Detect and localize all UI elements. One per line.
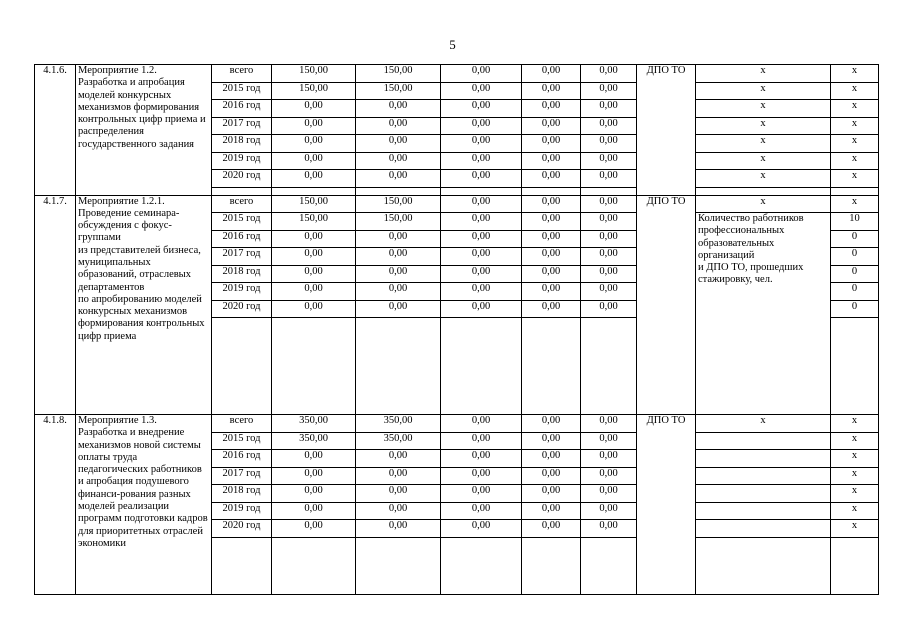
amount-cell-empty bbox=[272, 187, 356, 195]
indicator-text-content: Количество работников профессиональных образовательных организаций и ДПО ТО, прошедших стажировку, чел. bbox=[698, 213, 804, 286]
amount-cell: 0,00 bbox=[356, 520, 441, 538]
target-value-cell: х bbox=[831, 195, 879, 213]
executor-cell: ДПО ТО bbox=[637, 65, 696, 196]
amount-cell: 0,00 bbox=[356, 135, 441, 153]
amount-cell: 0,00 bbox=[581, 213, 637, 231]
amount-cell: 0,00 bbox=[581, 432, 637, 450]
amount-cell: 0,00 bbox=[441, 432, 522, 450]
executor-cell: ДПО ТО bbox=[637, 415, 696, 595]
target-value-cell: 10 bbox=[831, 213, 879, 231]
year-cell-empty bbox=[212, 187, 272, 195]
amount-cell-empty bbox=[356, 537, 441, 594]
indicator-cell bbox=[696, 467, 831, 485]
amount-cell: 0,00 bbox=[356, 152, 441, 170]
amount-cell: 0,00 bbox=[272, 467, 356, 485]
amount-cell: 0,00 bbox=[522, 213, 581, 231]
amount-cell: 0,00 bbox=[581, 152, 637, 170]
amount-cell-empty bbox=[272, 318, 356, 415]
indicator-cell: х bbox=[696, 82, 831, 100]
amount-cell: 0,00 bbox=[581, 502, 637, 520]
amount-cell-empty bbox=[441, 537, 522, 594]
year-cell: 2016 год bbox=[212, 230, 272, 248]
amount-cell: 0,00 bbox=[356, 265, 441, 283]
item-name bbox=[76, 195, 212, 415]
amount-cell: 0,00 bbox=[441, 248, 522, 266]
indicator-cell: х bbox=[696, 65, 831, 83]
indicator-text bbox=[696, 213, 831, 415]
amount-cell: 0,00 bbox=[441, 520, 522, 538]
amount-cell: 0,00 bbox=[522, 502, 581, 520]
amount-cell: 0,00 bbox=[522, 230, 581, 248]
amount-cell: 0,00 bbox=[272, 520, 356, 538]
amount-cell: 150,00 bbox=[272, 195, 356, 213]
amount-cell: 0,00 bbox=[356, 300, 441, 318]
amount-cell: 150,00 bbox=[272, 213, 356, 231]
year-cell: 2015 год bbox=[212, 432, 272, 450]
amount-cell: 0,00 bbox=[441, 467, 522, 485]
target-value-cell: 0 bbox=[831, 300, 879, 318]
target-value-cell: 0 bbox=[831, 248, 879, 266]
amount-cell: 150,00 bbox=[272, 65, 356, 83]
amount-cell: 0,00 bbox=[581, 195, 637, 213]
amount-cell-empty bbox=[581, 537, 637, 594]
target-value-cell: х bbox=[831, 485, 879, 503]
amount-cell: 0,00 bbox=[522, 520, 581, 538]
table-row bbox=[35, 195, 879, 213]
amount-cell: 0,00 bbox=[581, 300, 637, 318]
target-value-cell: 0 bbox=[831, 265, 879, 283]
program-table bbox=[34, 64, 879, 595]
indicator-cell: х bbox=[696, 195, 831, 213]
table-body bbox=[35, 65, 879, 595]
amount-cell: 0,00 bbox=[272, 248, 356, 266]
amount-cell: 0,00 bbox=[441, 82, 522, 100]
target-value-cell-empty bbox=[831, 537, 879, 594]
target-value-cell: х bbox=[831, 117, 879, 135]
year-cell: 2018 год bbox=[212, 265, 272, 283]
amount-cell: 0,00 bbox=[272, 230, 356, 248]
target-value-cell: х bbox=[831, 82, 879, 100]
item-name bbox=[76, 415, 212, 595]
amount-cell: 0,00 bbox=[522, 248, 581, 266]
amount-cell: 0,00 bbox=[272, 100, 356, 118]
amount-cell: 0,00 bbox=[581, 485, 637, 503]
amount-cell: 0,00 bbox=[581, 82, 637, 100]
amount-cell: 150,00 bbox=[356, 65, 441, 83]
indicator-cell bbox=[696, 450, 831, 468]
amount-cell: 0,00 bbox=[581, 450, 637, 468]
amount-cell: 0,00 bbox=[356, 248, 441, 266]
amount-cell: 0,00 bbox=[356, 100, 441, 118]
amount-cell: 0,00 bbox=[522, 467, 581, 485]
amount-cell: 0,00 bbox=[522, 170, 581, 188]
target-value-cell: 0 bbox=[831, 230, 879, 248]
table-row bbox=[35, 415, 879, 433]
amount-cell: 0,00 bbox=[441, 485, 522, 503]
indicator-cell bbox=[696, 502, 831, 520]
amount-cell: 0,00 bbox=[441, 117, 522, 135]
amount-cell: 0,00 bbox=[441, 170, 522, 188]
year-cell: 2019 год bbox=[212, 283, 272, 301]
amount-cell: 0,00 bbox=[356, 450, 441, 468]
target-value-cell: х bbox=[831, 450, 879, 468]
amount-cell: 0,00 bbox=[522, 100, 581, 118]
amount-cell: 0,00 bbox=[522, 152, 581, 170]
target-value-cell-empty bbox=[831, 187, 879, 195]
amount-cell: 0,00 bbox=[272, 300, 356, 318]
year-cell: 2017 год bbox=[212, 467, 272, 485]
amount-cell: 0,00 bbox=[356, 170, 441, 188]
year-cell: всего bbox=[212, 415, 272, 433]
amount-cell: 150,00 bbox=[356, 82, 441, 100]
amount-cell: 350,00 bbox=[272, 415, 356, 433]
indicator-cell: х bbox=[696, 117, 831, 135]
year-cell: 2016 год bbox=[212, 100, 272, 118]
amount-cell: 0,00 bbox=[441, 135, 522, 153]
amount-cell: 0,00 bbox=[272, 283, 356, 301]
target-value-cell: 0 bbox=[831, 283, 879, 301]
amount-cell: 0,00 bbox=[272, 117, 356, 135]
target-value-cell: х bbox=[831, 152, 879, 170]
indicator-cell-empty bbox=[696, 187, 831, 195]
amount-cell: 0,00 bbox=[581, 283, 637, 301]
table-row bbox=[35, 65, 879, 83]
indicator-cell: х bbox=[696, 415, 831, 433]
item-number: 4.1.8. bbox=[35, 415, 76, 595]
amount-cell: 350,00 bbox=[356, 415, 441, 433]
amount-cell: 0,00 bbox=[522, 450, 581, 468]
year-cell: 2018 год bbox=[212, 135, 272, 153]
amount-cell: 0,00 bbox=[522, 265, 581, 283]
amount-cell: 0,00 bbox=[581, 230, 637, 248]
amount-cell: 0,00 bbox=[356, 117, 441, 135]
year-cell: 2020 год bbox=[212, 520, 272, 538]
target-value-cell: х bbox=[831, 65, 879, 83]
amount-cell: 0,00 bbox=[272, 502, 356, 520]
year-cell: 2016 год bbox=[212, 450, 272, 468]
indicator-cell bbox=[696, 432, 831, 450]
amount-cell: 0,00 bbox=[356, 283, 441, 301]
amount-cell: 0,00 bbox=[441, 300, 522, 318]
indicator-cell: х bbox=[696, 170, 831, 188]
amount-cell: 0,00 bbox=[581, 248, 637, 266]
amount-cell: 0,00 bbox=[356, 467, 441, 485]
amount-cell-empty bbox=[356, 318, 441, 415]
year-cell-empty bbox=[212, 537, 272, 594]
amount-cell: 0,00 bbox=[522, 432, 581, 450]
amount-cell-empty bbox=[522, 318, 581, 415]
amount-cell-empty bbox=[522, 537, 581, 594]
amount-cell-empty bbox=[441, 318, 522, 415]
amount-cell-empty bbox=[441, 187, 522, 195]
amount-cell-empty bbox=[356, 187, 441, 195]
amount-cell: 0,00 bbox=[272, 135, 356, 153]
amount-cell: 0,00 bbox=[581, 135, 637, 153]
target-value-cell: х bbox=[831, 467, 879, 485]
amount-cell: 0,00 bbox=[441, 100, 522, 118]
target-value-cell: х bbox=[831, 135, 879, 153]
year-cell: 2015 год bbox=[212, 213, 272, 231]
amount-cell: 0,00 bbox=[581, 265, 637, 283]
amount-cell-empty bbox=[272, 537, 356, 594]
amount-cell: 0,00 bbox=[522, 82, 581, 100]
item-name-text: Мероприятие 1.2. Разработка и апробация моделей конкурсных механизмов формирования контрольных цифр приема и распределения государственного задания bbox=[78, 65, 206, 150]
item-name-text: Мероприятие 1.2.1. Проведение семинара-обсуждения с фокус-группами из представителей бизнеса, муниципальных образований, отраслевых департаментов по апробированию моделей конкурсных механизмов формирования контрольных цифр приема bbox=[78, 195, 205, 342]
amount-cell: 0,00 bbox=[272, 450, 356, 468]
target-value-cell: х bbox=[831, 502, 879, 520]
amount-cell: 0,00 bbox=[441, 230, 522, 248]
amount-cell: 0,00 bbox=[272, 485, 356, 503]
year-cell: 2015 год bbox=[212, 82, 272, 100]
amount-cell: 0,00 bbox=[522, 485, 581, 503]
indicator-cell: х bbox=[696, 152, 831, 170]
target-value-cell: х bbox=[831, 170, 879, 188]
item-number: 4.1.7. bbox=[35, 195, 76, 415]
target-value-cell: х bbox=[831, 100, 879, 118]
target-value-cell: х bbox=[831, 432, 879, 450]
target-value-cell: х bbox=[831, 415, 879, 433]
indicator-cell: х bbox=[696, 135, 831, 153]
year-cell: 2019 год bbox=[212, 152, 272, 170]
amount-cell: 0,00 bbox=[272, 170, 356, 188]
amount-cell-empty bbox=[522, 187, 581, 195]
amount-cell: 0,00 bbox=[581, 415, 637, 433]
indicator-cell: х bbox=[696, 100, 831, 118]
year-cell: 2020 год bbox=[212, 300, 272, 318]
year-cell: всего bbox=[212, 195, 272, 213]
amount-cell: 0,00 bbox=[356, 502, 441, 520]
target-value-cell-empty bbox=[831, 318, 879, 415]
amount-cell: 0,00 bbox=[272, 152, 356, 170]
amount-cell: 0,00 bbox=[581, 170, 637, 188]
amount-cell: 0,00 bbox=[441, 283, 522, 301]
amount-cell: 0,00 bbox=[522, 65, 581, 83]
amount-cell: 0,00 bbox=[581, 100, 637, 118]
amount-cell: 0,00 bbox=[356, 230, 441, 248]
amount-cell: 0,00 bbox=[441, 450, 522, 468]
indicator-cell-empty bbox=[696, 537, 831, 594]
amount-cell: 0,00 bbox=[522, 415, 581, 433]
amount-cell: 0,00 bbox=[441, 195, 522, 213]
amount-cell-empty bbox=[581, 187, 637, 195]
amount-cell: 0,00 bbox=[581, 520, 637, 538]
amount-cell: 0,00 bbox=[522, 135, 581, 153]
amount-cell: 0,00 bbox=[272, 265, 356, 283]
item-name-text: Мероприятие 1.3. Разработка и внедрение механизмов новой системы оплаты труда педагогических работников и апробация подушевого финанси-рования разных моделей реализации программ подготовки кадров для приоритетных отраслей экономики bbox=[78, 415, 208, 549]
amount-cell: 0,00 bbox=[581, 467, 637, 485]
amount-cell: 0,00 bbox=[522, 117, 581, 135]
item-number: 4.1.6. bbox=[35, 65, 76, 196]
target-value-cell: х bbox=[831, 520, 879, 538]
amount-cell: 0,00 bbox=[441, 213, 522, 231]
item-name bbox=[76, 65, 212, 196]
amount-cell: 150,00 bbox=[272, 82, 356, 100]
amount-cell: 150,00 bbox=[356, 195, 441, 213]
amount-cell: 0,00 bbox=[441, 152, 522, 170]
indicator-cell bbox=[696, 485, 831, 503]
amount-cell: 0,00 bbox=[441, 265, 522, 283]
amount-cell: 350,00 bbox=[272, 432, 356, 450]
year-cell: 2019 год bbox=[212, 502, 272, 520]
amount-cell: 150,00 bbox=[356, 213, 441, 231]
year-cell: 2017 год bbox=[212, 117, 272, 135]
year-cell: 2018 год bbox=[212, 485, 272, 503]
amount-cell: 0,00 bbox=[441, 502, 522, 520]
year-cell: всего bbox=[212, 65, 272, 83]
amount-cell-empty bbox=[581, 318, 637, 415]
year-cell: 2020 год bbox=[212, 170, 272, 188]
amount-cell: 0,00 bbox=[522, 283, 581, 301]
amount-cell: 0,00 bbox=[441, 415, 522, 433]
amount-cell: 0,00 bbox=[522, 195, 581, 213]
amount-cell: 0,00 bbox=[441, 65, 522, 83]
year-cell: 2017 год bbox=[212, 248, 272, 266]
amount-cell: 0,00 bbox=[581, 65, 637, 83]
amount-cell: 0,00 bbox=[522, 300, 581, 318]
executor-cell: ДПО ТО bbox=[637, 195, 696, 415]
amount-cell: 0,00 bbox=[356, 485, 441, 503]
indicator-cell bbox=[696, 520, 831, 538]
year-cell-empty bbox=[212, 318, 272, 415]
amount-cell: 350,00 bbox=[356, 432, 441, 450]
page-number: 5 bbox=[449, 37, 456, 52]
amount-cell: 0,00 bbox=[581, 117, 637, 135]
